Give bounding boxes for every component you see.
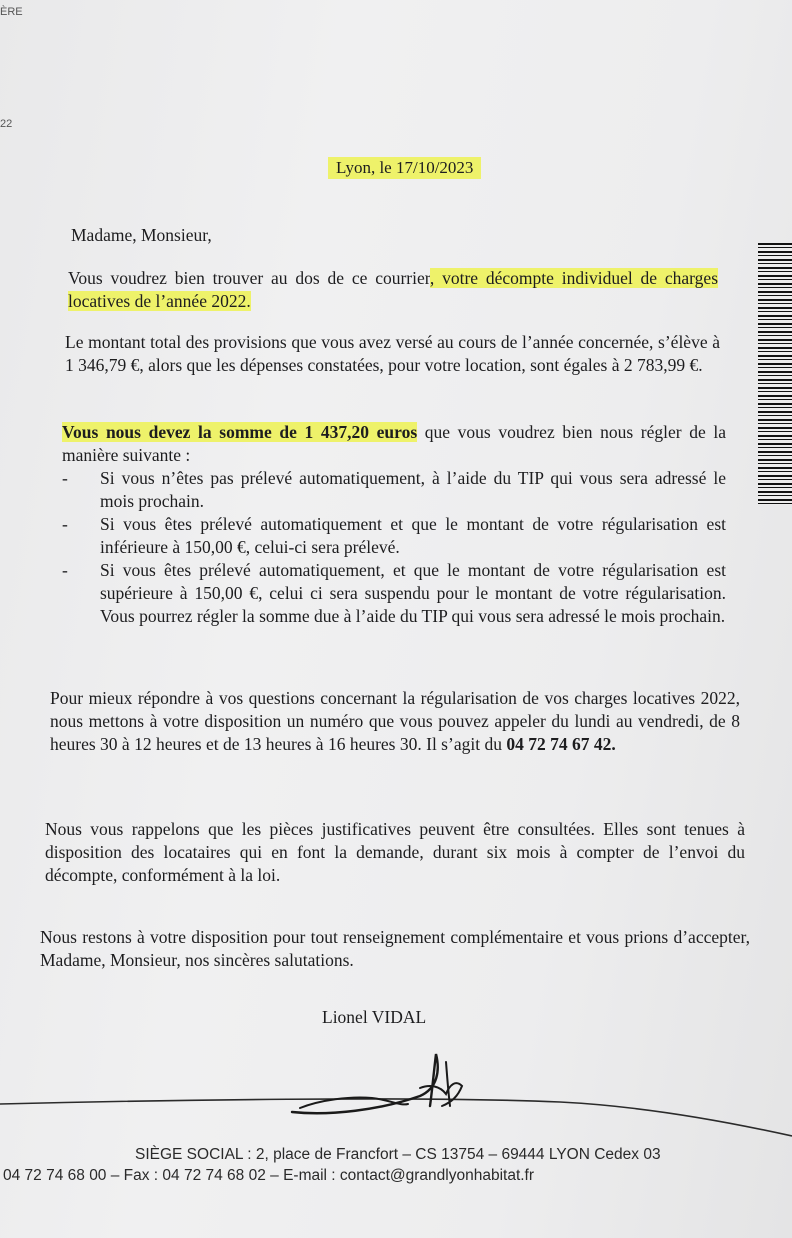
payment-intro-text: que vous voudrez bien nous régler de la manière suivante : xyxy=(62,422,726,465)
corner-fragment-mid: 22 xyxy=(0,118,13,130)
list-item: - Si vous êtes prélevé automatiquement et que le montant de votre régularisation est inférieure à 150,00 €, celui-ci sera prélevé. xyxy=(62,513,726,559)
highlighted-text: , votre décompte individuel de charges locatives de l’année 2022. xyxy=(68,268,719,311)
paragraph-contact xyxy=(50,687,740,756)
footer-address: SIÈGE SOCIAL : 2, place de Francfort – CS 13754 – 69444 LYON Cedex 03 xyxy=(135,1146,661,1163)
paragraph-documents: Nous vous rappelons que les pièces justificatives peuvent être consultées. Elles sont tenues à disposition des locataires qui en font la demande, durant six mois à compter de l’envoi du décompte, conformément à la loi. xyxy=(45,819,745,885)
paragraph-intro xyxy=(68,267,718,313)
corner-fragment-top: ÈRE xyxy=(0,6,23,18)
footer-contact: 04 72 74 68 00 – Fax : 04 72 74 68 02 – E-mail : contact@grandlyonhabitat.fr xyxy=(3,1167,535,1184)
amount-due: Vous nous devez la somme de 1 437,20 euros xyxy=(62,422,418,442)
paragraph-payment xyxy=(62,421,726,628)
greeting: Madame, Monsieur, xyxy=(71,225,212,245)
contact-text: Pour mieux répondre à vos questions concernant la régularisation de vos charges locatives 2022, nous mettons à votre disposition un numéro que vous pouvez appeler du lundi au vendredi, de 8 heures 30 à 12 heures et de 13 heures à 16 heures 30. Il s’agit du xyxy=(50,688,740,754)
phone-number: 04 72 74 67 42. xyxy=(506,734,616,754)
signatory-name: Lionel VIDAL xyxy=(322,1007,427,1027)
payment-intro xyxy=(62,421,726,467)
handwritten-signature xyxy=(0,1040,792,1150)
paragraph-closing: Nous restons à votre disposition pour tout renseignement complémentaire et vous prions d’accepter, Madame, Monsieur, nos sincères salutations. xyxy=(40,927,750,970)
paragraph-amounts: Le montant total des provisions que vous avez versé au cours de l’année concernée, s’élève à 1 346,79 €, alors que les dépenses constatées, pour votre location, sont égales à 2 783,99 €. xyxy=(65,332,720,375)
list-item: - Si vous n’êtes pas prélevé automatiquement, à l’aide du TIP qui vous sera adressé le mois prochain. xyxy=(62,467,726,513)
list-item: - Si vous êtes prélevé automatiquement, et que le montant de votre régularisation est supérieure à 150,00 €, celui ci sera suspendu pour le montant de votre régularisation. Vous pourrez régler la somme due à l’aide du TIP qui vous sera adressé le mois prochain. xyxy=(62,559,726,628)
barcode xyxy=(758,243,792,505)
paragraph-intro-text: Vous voudrez bien trouver au dos de ce courrier xyxy=(68,268,430,288)
payment-options-list xyxy=(62,467,726,628)
letter-date: Lyon, le 17/10/2023 xyxy=(328,157,481,179)
